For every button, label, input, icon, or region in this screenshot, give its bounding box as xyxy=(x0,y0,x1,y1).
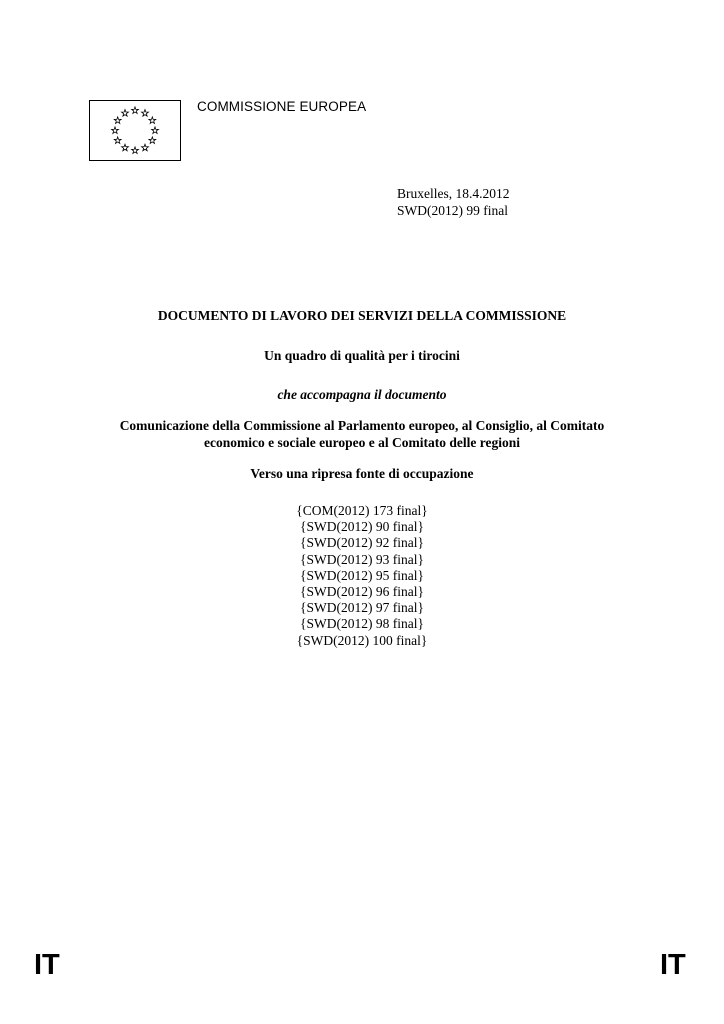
emblem-star xyxy=(122,110,129,117)
emblem-star xyxy=(114,117,121,124)
emblem-star xyxy=(114,137,121,144)
communication-line-1: Comunicazione della Commissione al Parlamento europeo, al Consiglio, al Comitato xyxy=(119,418,605,433)
document-meta xyxy=(397,185,510,219)
communication-line-2: economico e sociale europeo e al Comitato delle regioni xyxy=(204,435,520,450)
emblem-star xyxy=(149,137,156,144)
document-reference: SWD(2012) 99 final xyxy=(397,203,508,218)
emblem-star xyxy=(122,144,129,151)
language-code-right: IT xyxy=(660,949,686,981)
emblem-star xyxy=(142,110,149,117)
communication-heading xyxy=(40,417,684,451)
eu-stars-emblem-icon xyxy=(90,101,180,160)
reference-item: {SWD(2012) 97 final} xyxy=(300,600,424,616)
reference-item: {SWD(2012) 98 final} xyxy=(300,616,424,632)
reference-item: {SWD(2012) 95 final} xyxy=(300,567,424,583)
emblem-star xyxy=(132,147,139,154)
reference-item: {SWD(2012) 92 final} xyxy=(300,535,424,551)
document-subtitle: Un quadro di qualità per i tirocini xyxy=(264,348,460,363)
related-references xyxy=(60,503,664,649)
emblem-star xyxy=(132,107,139,114)
emblem-star xyxy=(112,127,119,134)
accompanying-text: che accompagna il documento xyxy=(277,387,447,402)
reference-item: {SWD(2012) 93 final} xyxy=(300,551,424,567)
eu-emblem xyxy=(89,100,181,161)
language-code-left: IT xyxy=(34,949,60,981)
communication-title: Verso una ripresa fonte di occupazione xyxy=(250,466,474,481)
organization-name: COMMISSIONE EUROPEA xyxy=(197,99,367,114)
reference-item: {SWD(2012) 100 final} xyxy=(296,632,428,648)
reference-item: {SWD(2012) 96 final} xyxy=(300,584,424,600)
place-date: Bruxelles, 18.4.2012 xyxy=(397,186,510,201)
emblem-star xyxy=(152,127,159,134)
emblem-star xyxy=(149,117,156,124)
reference-item: {COM(2012) 173 final} xyxy=(296,503,428,518)
reference-item: {SWD(2012) 90 final} xyxy=(300,519,424,535)
document-type-title: DOCUMENTO DI LAVORO DEI SERVIZI DELLA COMMISSIONE xyxy=(157,308,567,323)
emblem-star xyxy=(142,144,149,151)
